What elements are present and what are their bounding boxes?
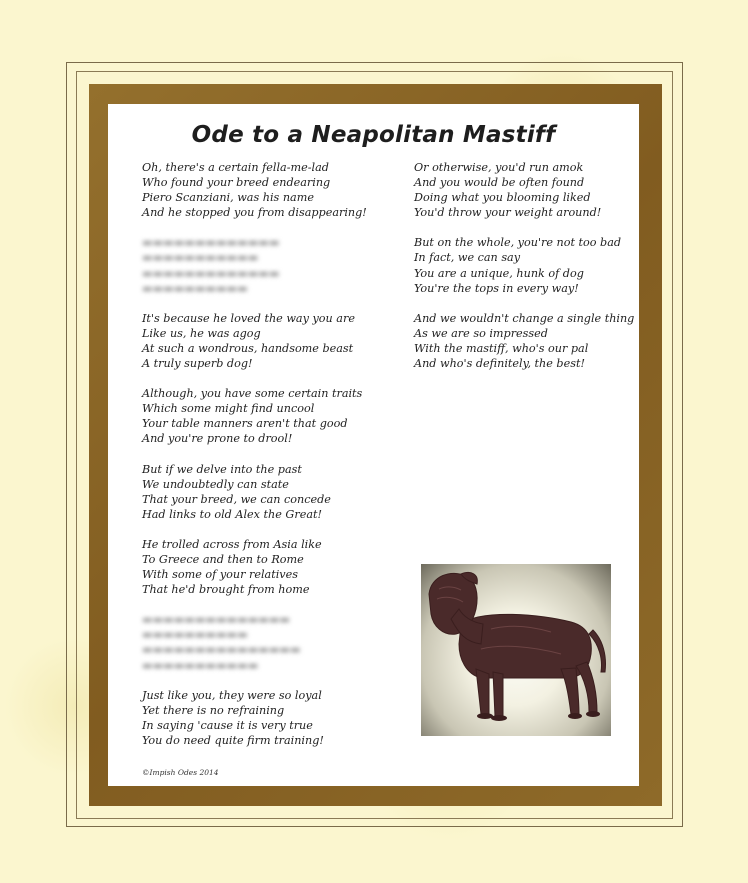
poem-line: And you would be often found <box>414 176 585 190</box>
stanza-4 <box>142 462 392 522</box>
poem-line: Had links to old Alex the Great! <box>142 507 322 521</box>
blurred-line: ▬▬▬▬▬▬▬▬▬▬▬▬▬ <box>142 266 280 280</box>
poem-line: At such a wondrous, handsome beast <box>142 341 354 355</box>
poem-line: A truly superb dog! <box>142 357 253 371</box>
poem-line: Just like you, they were so loyal <box>142 688 322 702</box>
poem-line: And we wouldn't change a single thing <box>414 311 635 325</box>
stanza-5 <box>142 537 392 597</box>
blurred-line: ▬▬▬▬▬▬▬▬▬▬▬▬▬ <box>142 236 280 250</box>
poem-line: You are a unique, hunk of dog <box>414 266 584 280</box>
poem-line: As we are so impressed <box>414 326 548 340</box>
stanza-9 <box>414 311 634 371</box>
poem-line: And who's definitely, the best! <box>414 357 585 371</box>
poem-line: Oh, there's a certain fella-me-lad <box>142 161 329 174</box>
poem-line: You'd throw your weight around! <box>414 206 602 220</box>
poem-line: Doing what you blooming liked <box>414 191 591 205</box>
blurred-line: ▬▬▬▬▬▬▬▬▬▬▬ <box>142 658 259 672</box>
poem-line: That he'd brought from home <box>142 583 310 597</box>
poem-line: It's because he loved the way you are <box>142 311 355 325</box>
poem-sheet <box>108 104 639 786</box>
mastiff-dog-icon <box>421 564 611 736</box>
poem-line: Yet there is no refraining <box>142 703 285 717</box>
blurred-line: ▬▬▬▬▬▬▬▬▬▬ <box>142 628 248 642</box>
stanza-3 <box>142 386 392 446</box>
blurred-line: ▬▬▬▬▬▬▬▬▬▬▬▬▬▬▬ <box>142 643 301 657</box>
poem-line: In saying 'cause it is very true <box>142 718 313 732</box>
poem-line: Or otherwise, you'd run amok <box>414 161 584 174</box>
stanza-8 <box>414 235 634 295</box>
left-column <box>142 160 392 763</box>
poem-line: To Greece and then to Rome <box>142 552 304 566</box>
poem-title: Ode to a Neapolitan Mastiff <box>191 122 556 148</box>
poem-line: That your breed, we can concede <box>142 492 331 506</box>
blurred-line: ▬▬▬▬▬▬▬▬▬▬ <box>142 281 248 295</box>
poem-line: We undoubtedly can state <box>142 477 289 491</box>
mastiff-dog-photo <box>421 564 611 736</box>
poem-line: He trolled across from Asia like <box>142 537 322 551</box>
blurred-stanza-2 <box>142 612 392 672</box>
poem-line: With some of your relatives <box>142 568 298 582</box>
poem-line: Who found your breed endearing <box>142 176 331 190</box>
poem-line: Although, you have some certain traits <box>142 387 363 401</box>
stanza-1 <box>142 160 392 220</box>
poem-line: Like us, he was agog <box>142 326 261 340</box>
stanza-6 <box>142 688 392 748</box>
blurred-stanza-1 <box>142 235 392 295</box>
poem-line: You're the tops in every way! <box>414 281 579 295</box>
stanza-7 <box>414 160 634 220</box>
poem-line: And he stopped you from disappearing! <box>142 206 367 220</box>
blurred-line: ▬▬▬▬▬▬▬▬▬▬▬▬▬▬ <box>142 613 290 627</box>
poem-line: Which some might find uncool <box>142 402 315 416</box>
poem-line: But on the whole, you're not too bad <box>414 236 622 250</box>
poem-line: But if we delve into the past <box>142 462 302 476</box>
poem-line: You do need quite firm training! <box>142 733 324 747</box>
poem-line: Piero Scanziani, was his name <box>142 191 314 205</box>
stanza-2 <box>142 311 392 371</box>
poem-line: In fact, we can say <box>414 251 521 265</box>
blurred-line: ▬▬▬▬▬▬▬▬▬▬▬ <box>142 251 259 265</box>
copyright-notice: ©Impish Odes 2014 <box>142 768 219 777</box>
right-column <box>414 160 634 386</box>
poem-line: Your table manners aren't that good <box>142 417 348 431</box>
poem-line: And you're prone to drool! <box>142 432 293 446</box>
poem-line: With the mastiff, who's our pal <box>414 341 589 355</box>
